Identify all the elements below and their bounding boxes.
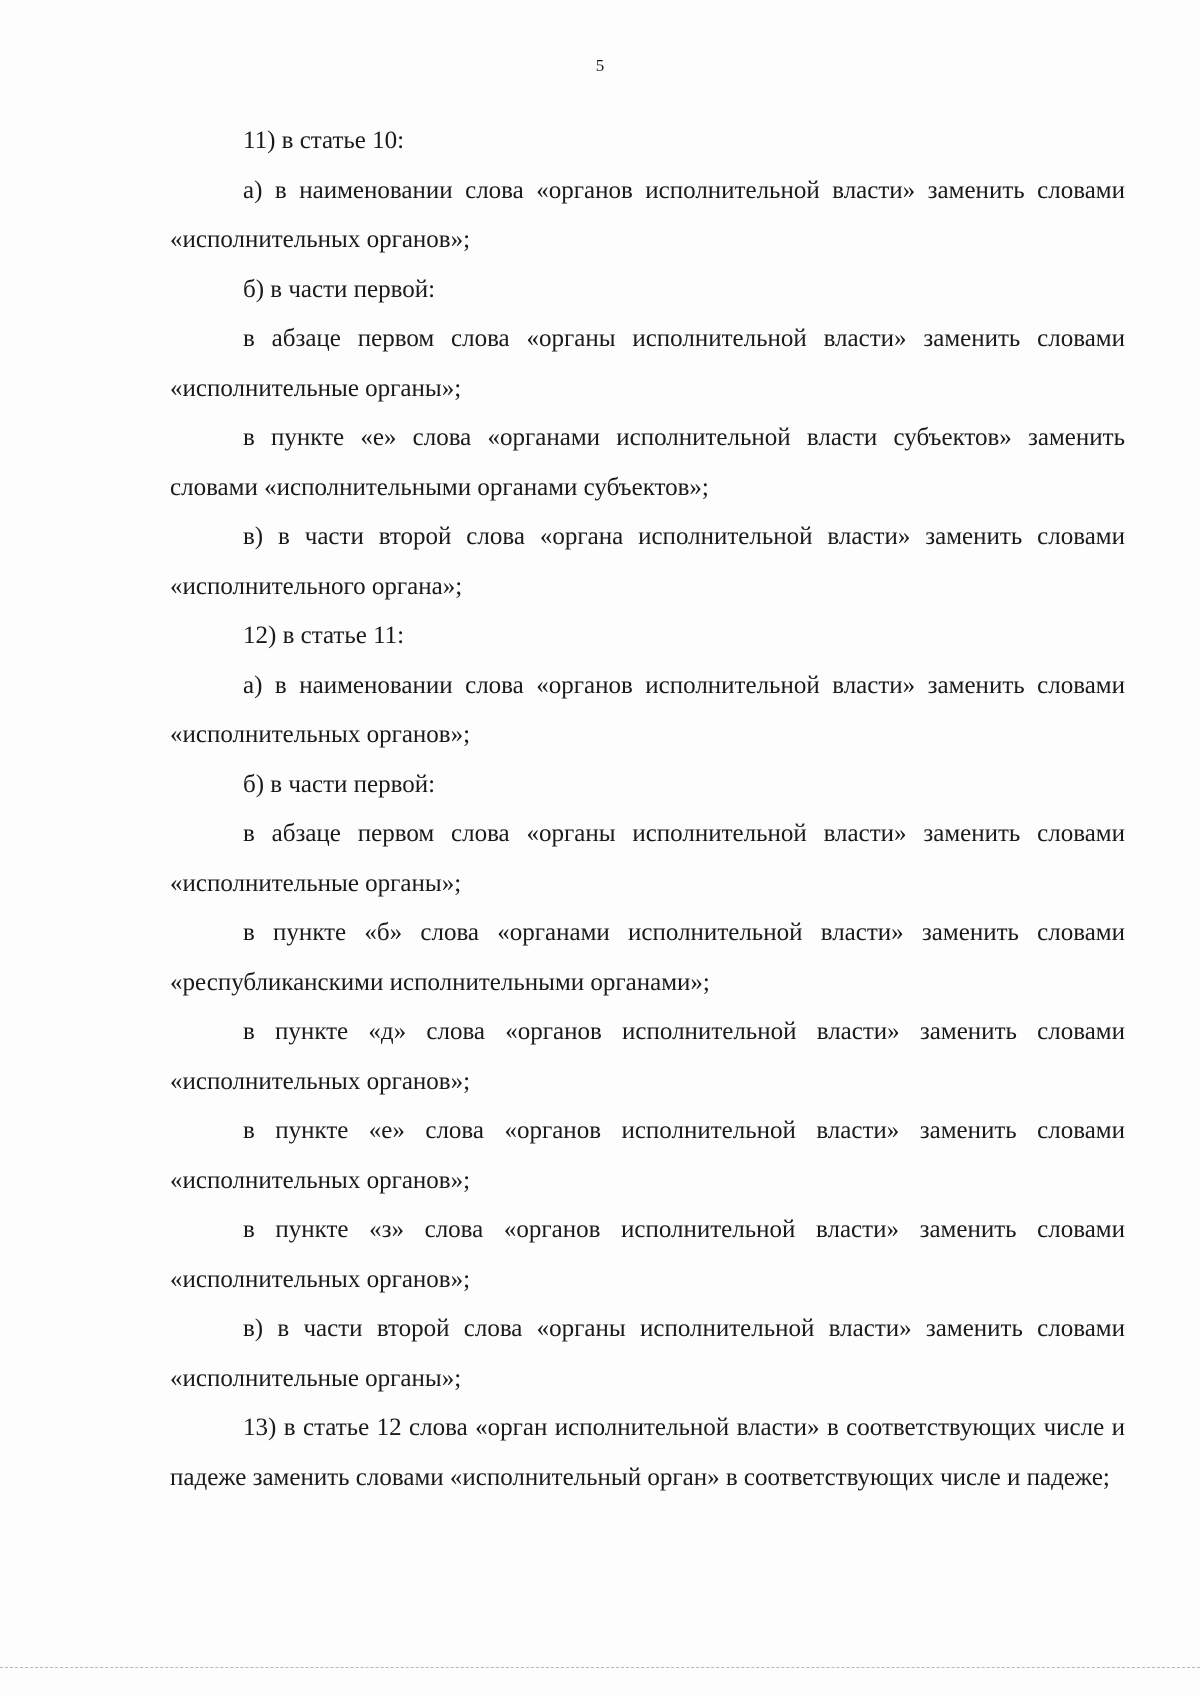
paragraph-article-10-b-e: в пункте «е» слова «органами исполнительной власти субъектов» заменить словами «исполнительными органами субъектов»; [170, 424, 1125, 501]
paragraph-article-12: 13) в статье 12 слова «орган исполнительной власти» в соответствующих числе и падеже заменить словами «исполнительный орган» в соответствующих числе и падеже; [170, 1414, 1125, 1491]
paragraph-article-11-b-z: в пункте «з» слова «органов исполнительной власти» заменить словами «исполнительных органов»; [170, 1216, 1125, 1293]
paragraph-article-11-b: б) в части первой: [243, 770, 436, 798]
paragraph-article-11-a: а) в наименовании слова «органов исполнительной власти» заменить словами «исполнительных органов»; [170, 671, 1125, 748]
paragraph-article-11-b-first: в абзаце первом слова «органы исполнительной власти» заменить словами «исполнительные органы»; [170, 820, 1125, 897]
page-number: 5 [595, 56, 605, 75]
paragraph-article-11-heading: 12) в статье 11: [243, 622, 405, 649]
paragraph-article-10-b: б) в части первой: [243, 275, 436, 303]
paragraph-article-10-heading: 11) в статье 10: [243, 127, 405, 154]
paragraph-article-11-b-e: в пункте «е» слова «органов исполнительной власти» заменить словами «исполнительных органов»; [170, 1117, 1125, 1194]
paragraph-article-10-c: в) в части второй слова «органа исполнительной власти» заменить словами «исполнительного органа»; [170, 523, 1125, 600]
paragraph-article-11-b-d: в пункте «д» слова «органов исполнительной власти» заменить словами «исполнительных органов»; [170, 1018, 1125, 1095]
scan-edge-line [0, 1667, 1200, 1668]
paragraph-article-11-c: в) в части второй слова «органы исполнительной власти» заменить словами «исполнительные органы»; [170, 1315, 1125, 1392]
paragraph-article-10-a: а) в наименовании слова «органов исполнительной власти» заменить словами «исполнительных органов»; [170, 176, 1125, 253]
document-body [170, 116, 1125, 1502]
paragraph-article-10-b-first: в абзаце первом слова «органы исполнительной власти» заменить словами «исполнительные органы»; [170, 325, 1125, 402]
paragraph-article-11-b-b: в пункте «б» слова «органами исполнительной власти» заменить словами «республиканскими исполнительными органами»; [170, 919, 1125, 996]
